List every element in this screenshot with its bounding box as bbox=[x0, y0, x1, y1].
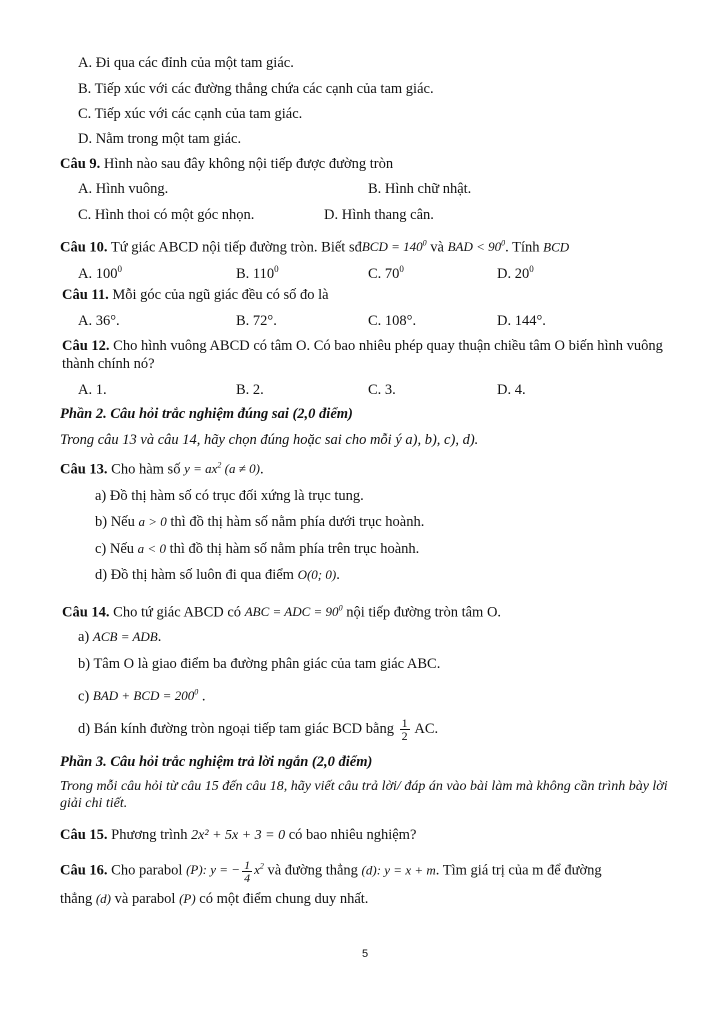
q12-option-a: A. 1. bbox=[78, 382, 107, 398]
degree-sup: 0 bbox=[274, 264, 279, 274]
q13-end: . bbox=[259, 461, 264, 478]
q9-option-d: D. Hình thang cân. bbox=[324, 207, 434, 223]
q15-stem bbox=[60, 826, 416, 845]
q11-option-a: A. 36°. bbox=[78, 313, 120, 329]
q13-item-d-math: O(0; 0) bbox=[297, 567, 337, 582]
q10-option-a bbox=[78, 260, 122, 283]
q9-text: Hình nào sau đây không nội tiếp được đường tròn bbox=[100, 156, 394, 172]
q10-option-a-text: A. 100 bbox=[78, 265, 118, 282]
q10-option-c bbox=[368, 260, 404, 283]
q10-option-d-text: D. 20 bbox=[497, 265, 530, 282]
part3-title: Phần 3. Câu hỏi trắc nghiệm trả lời ngắn (2,0 điểm) bbox=[60, 754, 373, 770]
q14-math-expr: ABC = ADC = 90 bbox=[244, 604, 339, 620]
q14-item-d bbox=[78, 714, 438, 744]
q14-item-b: b) Tâm O là giao điểm ba đường phân giác của tam giác ABC. bbox=[78, 656, 441, 672]
q11-stem bbox=[62, 286, 329, 304]
q14-item-a-math: ACB = ADB bbox=[92, 629, 158, 644]
q13-item-b-text: b) Nếu bbox=[95, 514, 139, 530]
q9-option-a: A. Hình vuông. bbox=[78, 181, 169, 197]
fraction-denominator: 2 bbox=[401, 729, 408, 744]
q14-item-d-end: AC. bbox=[411, 721, 439, 737]
fraction-quarter bbox=[242, 859, 252, 884]
q9-label: Câu 9. bbox=[60, 156, 101, 172]
q14-item-c-math-expr: BAD + BCD = 200 bbox=[92, 688, 195, 704]
fraction-denominator: 4 bbox=[244, 870, 251, 885]
q11-option-b: B. 72°. bbox=[236, 313, 277, 329]
q15-text-rest: có bao nhiêu nghiệm? bbox=[285, 827, 417, 843]
fraction-numerator: 1 bbox=[244, 857, 251, 872]
exponent-sup: 2 bbox=[259, 862, 264, 871]
q16-line2-and: và parabol bbox=[111, 891, 180, 907]
q16-math-parabola bbox=[186, 857, 264, 885]
q13-math bbox=[184, 461, 260, 476]
q8-option-a: A. Đi qua các đỉnh của một tam giác. bbox=[78, 55, 294, 71]
q13-text: Cho hàm số bbox=[107, 461, 185, 478]
q14-item-c-end: . bbox=[198, 688, 206, 705]
q14-item-d-text: d) Bán kính đường tròn ngoại tiếp tam giác BCD bằng bbox=[78, 721, 398, 737]
q12-option-b: B. 2. bbox=[236, 382, 264, 398]
q16-stem-line2 bbox=[60, 890, 368, 908]
q16-label: Câu 16. bbox=[60, 862, 108, 879]
q10-math-bad-value: BAD < 90 bbox=[447, 239, 502, 255]
q11-option-c: C. 108°. bbox=[368, 313, 417, 329]
q10-label: Câu 10. bbox=[60, 239, 108, 256]
q14-item-c-math bbox=[93, 688, 198, 703]
q14-text-rest: nội tiếp đường tròn tâm O. bbox=[342, 604, 502, 621]
exponent-sup: 2 bbox=[217, 461, 222, 470]
q10-and: và bbox=[426, 239, 448, 256]
q14-item-a-end: . bbox=[157, 629, 162, 645]
q14-item-c-prefix: c) bbox=[78, 688, 93, 705]
q13-item-b bbox=[95, 513, 424, 531]
q10-option-b bbox=[236, 260, 279, 283]
q11-text: Mỗi góc của ngũ giác đều có số đo là bbox=[108, 287, 329, 303]
q16-math-line: (d): y = x + m bbox=[361, 862, 436, 878]
q14-text: Cho tứ giác ABCD có bbox=[109, 604, 245, 621]
q14-item-c bbox=[78, 684, 205, 705]
q16-math-d: (d) bbox=[95, 891, 112, 906]
q10-math-bad bbox=[448, 239, 506, 254]
q10-stem bbox=[60, 235, 569, 256]
q12-label: Câu 12. bbox=[62, 338, 110, 354]
q16-stem-line1 bbox=[60, 850, 602, 887]
q16-math-p: (P) bbox=[179, 891, 196, 906]
q16-line2-end: có một điểm chung duy nhất. bbox=[195, 891, 369, 907]
page-number: 5 bbox=[362, 948, 369, 960]
q13-stem bbox=[60, 457, 264, 478]
q9-option-b: B. Hình chữ nhật. bbox=[368, 181, 472, 197]
q11-label: Câu 11. bbox=[62, 287, 109, 303]
q10-option-c-text: C. 70 bbox=[368, 265, 400, 282]
q13-item-a: a) Đồ thị hàm số có trục đối xứng là trục tung. bbox=[95, 488, 364, 504]
q10-option-b-text: B. 110 bbox=[236, 265, 275, 282]
degree-sup: 0 bbox=[338, 604, 343, 613]
part2-instruction: Trong câu 13 và câu 14, hãy chọn đúng hoặc sai cho mỗi ý a), b), c), d). bbox=[60, 432, 479, 448]
q13-item-d bbox=[95, 566, 340, 584]
q13-item-d-end: . bbox=[336, 567, 340, 583]
q16-text: Cho parabol bbox=[107, 862, 187, 879]
q13-math-expr: y = ax bbox=[184, 461, 218, 477]
q16-line2-text: thẳng bbox=[60, 891, 96, 907]
q12-option-d: D. 4. bbox=[497, 382, 526, 398]
q10-option-d bbox=[497, 260, 534, 283]
q16-text-ask: . Tìm giá trị của m để đường bbox=[435, 862, 602, 879]
q12-text: Cho hình vuông ABCD có tâm O. Có bao nhiêu phép quay thuận chiều tâm O biến hình vuông thành chính nó? bbox=[62, 338, 663, 372]
q16-math-parabola-expr: (P): y = − bbox=[186, 862, 241, 878]
q13-item-c-rest: thì đồ thị hàm số nằm phía trên trục hoành. bbox=[165, 541, 420, 557]
q13-label: Câu 13. bbox=[60, 461, 108, 478]
q13-item-c bbox=[95, 540, 419, 558]
degree-sup: 0 bbox=[194, 688, 199, 697]
q13-math-cond: (a ≠ 0) bbox=[221, 461, 260, 477]
q16-math-var: x bbox=[254, 862, 260, 878]
q13-item-c-math: a < 0 bbox=[137, 541, 166, 556]
fraction-half bbox=[400, 717, 410, 742]
q8-option-b: B. Tiếp xúc với các đường thẳng chứa các cạnh của tam giác. bbox=[78, 81, 434, 97]
q9-stem bbox=[60, 155, 393, 173]
q12-option-c: C. 3. bbox=[368, 382, 396, 398]
q10-text-ask: . Tính bbox=[505, 239, 544, 256]
degree-sup: 0 bbox=[529, 264, 534, 274]
q8-option-d: D. Nằm trong một tam giác. bbox=[78, 131, 242, 147]
q14-item-a-prefix: a) bbox=[78, 629, 93, 645]
q15-text: Phương trình bbox=[107, 827, 192, 843]
degree-sup: 0 bbox=[501, 239, 506, 248]
q13-item-d-text: d) Đồ thị hàm số luôn đi qua điểm bbox=[95, 567, 298, 583]
q14-stem bbox=[62, 600, 501, 621]
q14-item-a bbox=[78, 628, 161, 646]
degree-sup: 0 bbox=[117, 264, 122, 274]
q10-text: Tứ giác ABCD nội tiếp đường tròn. Biết sđ bbox=[107, 239, 362, 256]
part2-title: Phần 2. Câu hỏi trắc nghiệm đúng sai (2,0 điểm) bbox=[60, 406, 353, 422]
q14-math bbox=[245, 604, 343, 619]
q10-math-bcd-value: BCD = 140 bbox=[361, 239, 423, 255]
q15-math: 2x² + 5x + 3 = 0 bbox=[191, 828, 286, 843]
q16-text-and: và đường thẳng bbox=[263, 862, 362, 879]
q13-item-c-text: c) Nếu bbox=[95, 541, 138, 557]
fraction-numerator: 1 bbox=[401, 716, 408, 731]
degree-sup: 0 bbox=[422, 239, 427, 248]
q15-label: Câu 15. bbox=[60, 827, 108, 843]
q10-math-bcd bbox=[362, 239, 427, 254]
q9-option-c: C. Hình thoi có một góc nhọn. bbox=[78, 207, 255, 223]
q11-option-d: D. 144°. bbox=[497, 313, 546, 329]
q8-option-c: C. Tiếp xúc với các cạnh của tam giác. bbox=[78, 106, 303, 122]
q13-item-b-math: a > 0 bbox=[138, 514, 167, 529]
q10-math-target: BCD bbox=[543, 239, 570, 255]
q14-label: Câu 14. bbox=[62, 604, 110, 621]
degree-sup: 0 bbox=[399, 264, 404, 274]
part3-instruction: Trong mỗi câu hỏi từ câu 15 đến câu 18, hãy viết câu trả lời/ đáp án vào bài làm mà không cần trình bày lời giải chi tiết. bbox=[60, 779, 668, 811]
q12-stem bbox=[62, 337, 694, 373]
q13-item-b-rest: thì đồ thị hàm số nằm phía dưới trục hoành. bbox=[166, 514, 425, 530]
